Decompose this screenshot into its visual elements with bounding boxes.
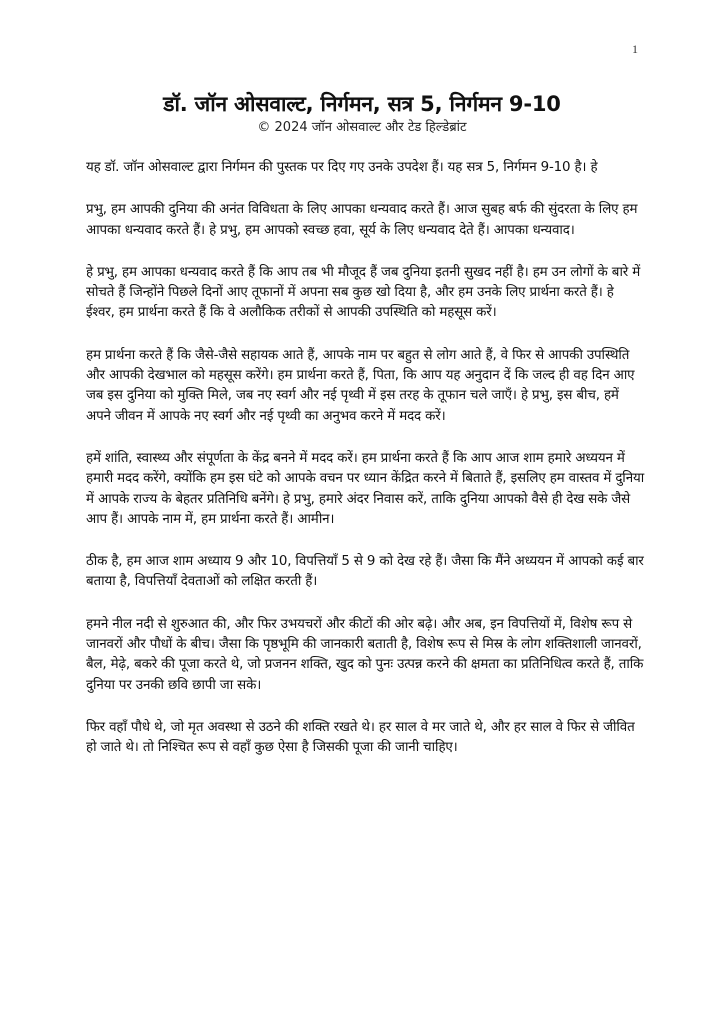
paragraph: प्रभु, हम आपकी दुनिया की अनंत विविधता के लिए आपका धन्यवाद करते हैं। आज सुबह बर्फ की सुंदरता के लिए हम आपका धन्यवाद करते हैं। हे प्रभु, हम आपको स्वच्छ हवा, सूर्य के लिए धन्यवाद देते हैं। आपका धन्यवाद।: [86, 202, 638, 238]
copyright-line: © 2024 जॉन ओसवाल्ट और टेड हिल्डेब्रांट: [257, 120, 467, 135]
paragraph: यह डॉ. जॉन ओसवाल्ट द्वारा निर्गमन की पुस्तक पर दिए गए उनके उपदेश हैं। यह सत्र 5, निर्गमन 9-10 है। हे: [86, 160, 598, 175]
paragraph: हमने नील नदी से शुरुआत की, और फिर उभयचरों और कीटों की ओर बढ़े। और अब, इन विपत्तियों में, विशेष रूप से जानवरों और पौधों के बीच। जैसा कि पृष्ठभूमि की जानकारी बताती है, विशेष रूप से मिस्र के लोग शक्तिशाली जानवरों, बैल, मेढ़े, बकरे की पूजा करते थे, जो प्रजनन शक्ति, खुद को पुनः उत्पन्न करने की क्षमता का प्रतिनिधित्व करते हैं, ताकि दुनिया पर उनकी छवि छापी जा सके।: [86, 616, 644, 693]
paragraph: ठीक है, हम आज शाम अध्याय 9 और 10, विपत्तियाँ 5 से 9 को देख रहे हैं। जैसा कि मैंने अध्ययन में आपको कई बार बताया है, विपत्तियाँ देवताओं को लक्षित करती हैं।: [86, 554, 644, 590]
page-number: 1: [632, 42, 638, 56]
paragraph: हमें शांति, स्वास्थ्य और संपूर्णता के केंद्र बनने में मदद करें। हम प्रार्थना करते हैं कि आप आज शाम हमारे अध्ययन में हमारी मदद करेंगे, क्योंकि हम इस घंटे को आपके वचन पर ध्यान केंद्रित करने में बिताते हैं, इसलिए हम वास्तव में दुनिया में आपके राज्य के बेहतर प्रतिनिधि बनेंगे। हे प्रभु, हमारे अंदर निवास करें, ताकि दुनिया आपको वैसे ही देख सके जैसे आप हैं। आपके नाम में, हम प्रार्थना करते हैं। आमीन।: [86, 450, 645, 527]
paragraph: हम प्रार्थना करते हैं कि जैसे-जैसे सहायक आते हैं, आपके नाम पर बहुत से लोग आते हैं, वे फिर से आपकी उपस्थिति और आपकी देखभाल को महसूस करेंगे। हम प्रार्थना करते हैं, पिता, कि आप यह अनुदान दें कि जल्द ही वह दिन आए जब इस दुनिया को मुक्ति मिले, जब नए स्वर्ग और नई पृथ्वी में इस तरह के तूफान चले जाएँ। हे प्रभु, इस बीच, हमें अपने जीवन में आपके नए स्वर्ग और नई पृथ्वी का अनुभव करने में मदद करें।: [86, 347, 635, 424]
document-header: [0, 90, 724, 137]
paragraph: फिर वहाँ पौधे थे, जो मृत अवस्था से उठने की शक्ति रखते थे। हर साल वे मर जाते थे, और हर साल वे फिर से जीवित हो जाते थे। तो निश्चित रूप से वहाँ कुछ ऐसा है जिसकी पूजा की जानी चाहिए।: [86, 719, 635, 756]
paragraph: हे प्रभु, हम आपका धन्यवाद करते हैं कि आप तब भी मौजूद हैं जब दुनिया इतनी सुखद नहीं है। हम उन लोगों के बारे में सोचते हैं जिन्होंने पिछले दिनों आए तूफानों में अपना सब कुछ खो दिया है, और हम उनके लिए प्रार्थना करते हैं। हे ईश्वर, हम प्रार्थना करते हैं कि वे अलौकिक तरीकों से आपकी उपस्थिति को महसूस करें।: [86, 264, 641, 321]
document-title: डॉ. जॉन ओसवाल्ट, निर्गमन, सत्र 5, निर्गमन 9-10: [163, 92, 561, 116]
document-body: [86, 158, 646, 781]
